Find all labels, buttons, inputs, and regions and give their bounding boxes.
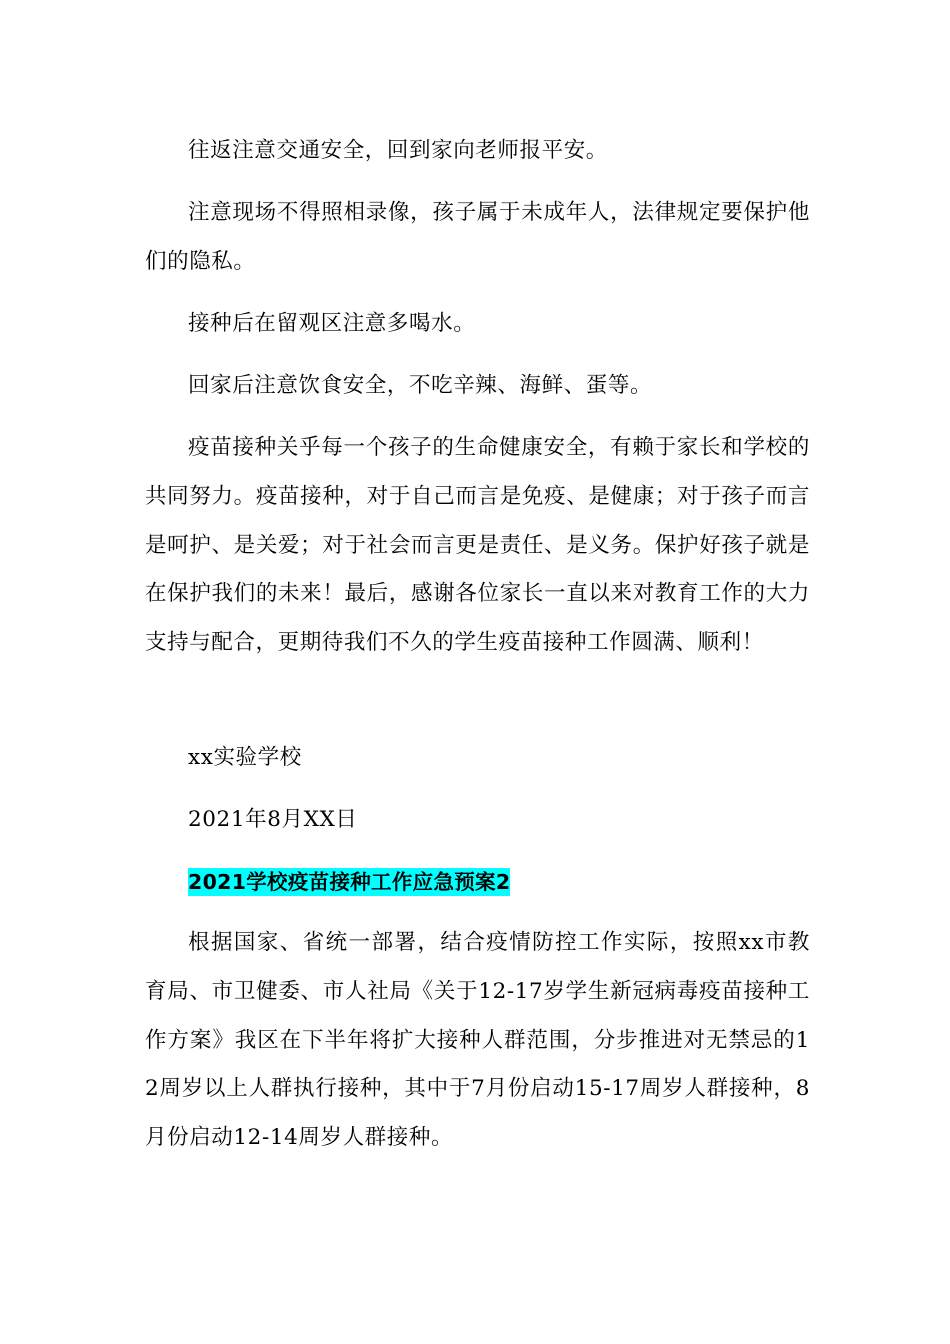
- paragraph-privacy: 注意现场不得照相录像，孩子属于未成年人，法律规定要保护他们的隐私。: [145, 200, 810, 274]
- paragraph-closing: 疫苗接种关乎每一个孩子的生命健康安全，有赖于家长和学校的共同努力。疫苗接种，对于自己而言是免疫、是健康；对于孩子而言是呵护、是关爱；对于社会而言更是责任、是义务。保护好孩子就是在保护我们的未来！最后，感谢各位家长一直以来对教育工作的大力支持与配合，更期待我们不久的学生疫苗接种工作圆满、顺利！: [145, 435, 810, 656]
- paragraph-drink-water: 接种后在留观区注意多喝水。: [188, 311, 476, 336]
- paragraph-traffic-safety: 往返注意交通安全，回到家向老师报平安。: [188, 138, 608, 163]
- section-heading-text: 2021学校疫苗接种工作应急预案2: [188, 870, 511, 894]
- paragraph-plan-intro: 根据国家、省统一部署，结合疫情防控工作实际，按照xx市教育局、市卫健委、市人社局《关于12-17岁学生新冠病毒疫苗接种工作方案》我区在下半年将扩大接种人群范围，分步推进对无禁忌的12周岁以上人群执行接种，其中于7月份启动15-17周岁人群接种，8月份启动12-14周岁人群接种。: [145, 930, 810, 1151]
- paragraph-diet-safety: 回家后注意饮食安全，不吃辛辣、海鲜、蛋等。: [188, 373, 653, 398]
- signature-date: 2021年8月XX日: [188, 807, 358, 832]
- section-heading: [188, 865, 510, 899]
- signature-school: xx实验学校: [188, 745, 302, 770]
